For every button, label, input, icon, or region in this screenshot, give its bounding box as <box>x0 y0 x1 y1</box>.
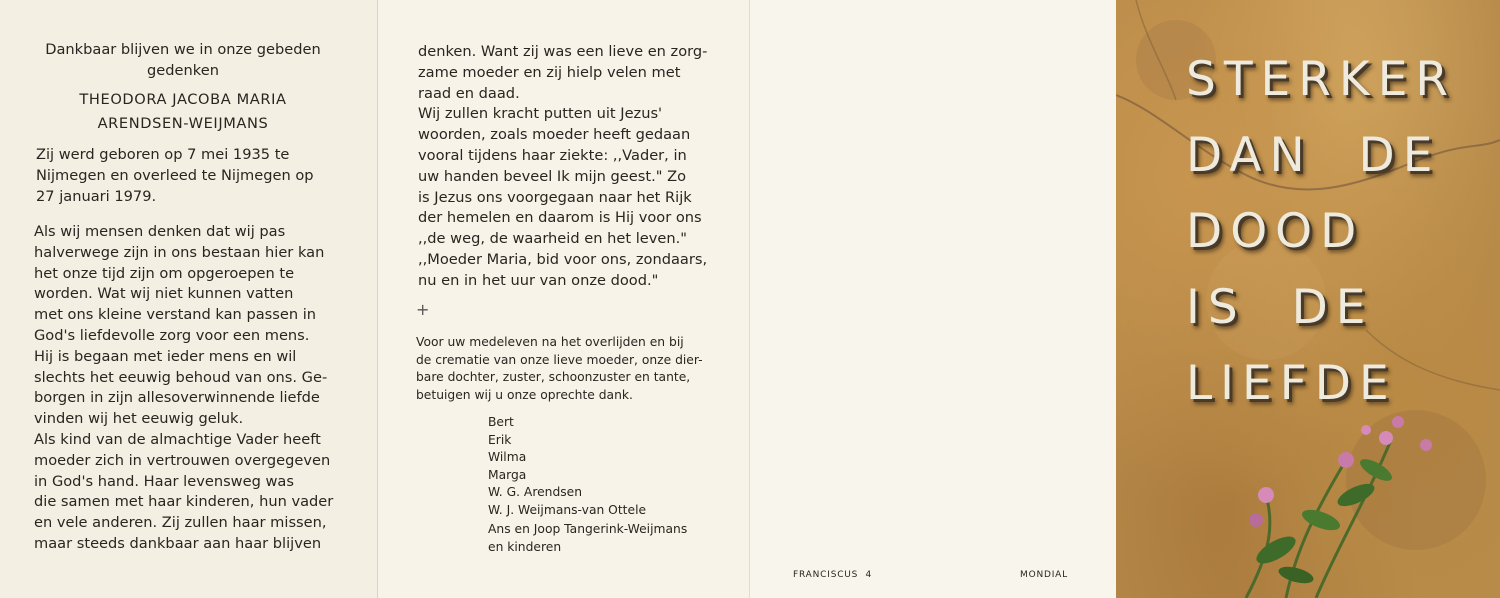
memorial-body-continued: denken. Want zij was een lieve en zorg- zame moeder en zij hielp velen met raad en daad. Wij zullen kracht putten uit Jezus' woorden, zoals moeder heeft gedaan vooral tijdens haar ziekte: ,,Vader, in uw handen beveel Ik mijn geest." Zo is Jezus ons voorgegaan naar het Rijk der hemelen en daarom is Hij voor ons ,,de weg, de waarheid en het leven." ,,Moeder Maria, bid voor ons, zondaars, nu en in het uur van onze dood." <box>418 43 708 289</box>
family-member-last: Ans en Joop Tangerink-Weijmans en kinderen <box>488 522 688 554</box>
series-label: FRANCISCUS 4 <box>793 570 873 580</box>
family-member: W. G. Arendsen <box>488 485 583 499</box>
intro-text: Dankbaar blijven we in onze gebeden gedenken <box>45 41 321 79</box>
card-panel-left <box>0 0 378 598</box>
cover-title: STERKER DAN DE DOOD IS DE LIEFDE <box>1186 52 1457 411</box>
family-member: W. J. Weijmans-van Ottele <box>488 502 647 517</box>
memorial-body-text: Als wij mensen denken dat wij pas halverwege zijn in ons bestaan hier kan het onze tijd zijn om opgeroepen te worden. Wat wij niet kunnen vatten met ons kleine verstand kan passen in God's liefdevolle zorg voor een mens. Hij is begaan met ieder mens en wil slechts het eeuwig behoud van ons. Ge- borgen in zijn allesoverwinnende liefde vinden wij het eeuwig geluk. Als kind van de almachtige Vader heeft moeder zich in vertrouwen overgegeven in God's hand. Haar levensweg was die samen met haar kinderen, hun vader en vele anderen. Zij zullen haar missen, maar steeds dankbaar aan haar blijven <box>34 223 334 552</box>
card-panel-middle <box>378 0 750 598</box>
family-member: Bert <box>488 415 514 429</box>
flower-image <box>1226 400 1446 598</box>
publisher-label: MONDIAL <box>1020 570 1068 580</box>
cross-mark: + <box>416 300 430 319</box>
family-list <box>488 414 687 556</box>
card-panel-back <box>750 0 1116 598</box>
family-member: Marga <box>488 467 527 482</box>
birth-death-text: Zij werd geboren op 7 mei 1935 te Nijmegen en overleed te Nijmegen op 27 januari 1979. <box>36 146 314 205</box>
family-member: Erik <box>488 432 512 447</box>
card-cover-image <box>1116 0 1500 598</box>
deceased-surname: ARENDSEN-WEIJMANS <box>97 115 269 132</box>
family-member: Wilma <box>488 450 527 464</box>
thanks-text: Voor uw medeleven na het overlijden en bij de crematie van onze lieve moeder, onze dier- bare dochter, zuster, schoonzuster en tante, betuigen wij u onze oprechte dank. <box>416 335 703 402</box>
deceased-first-names: THEODORA JACOBA MARIA <box>79 91 287 108</box>
